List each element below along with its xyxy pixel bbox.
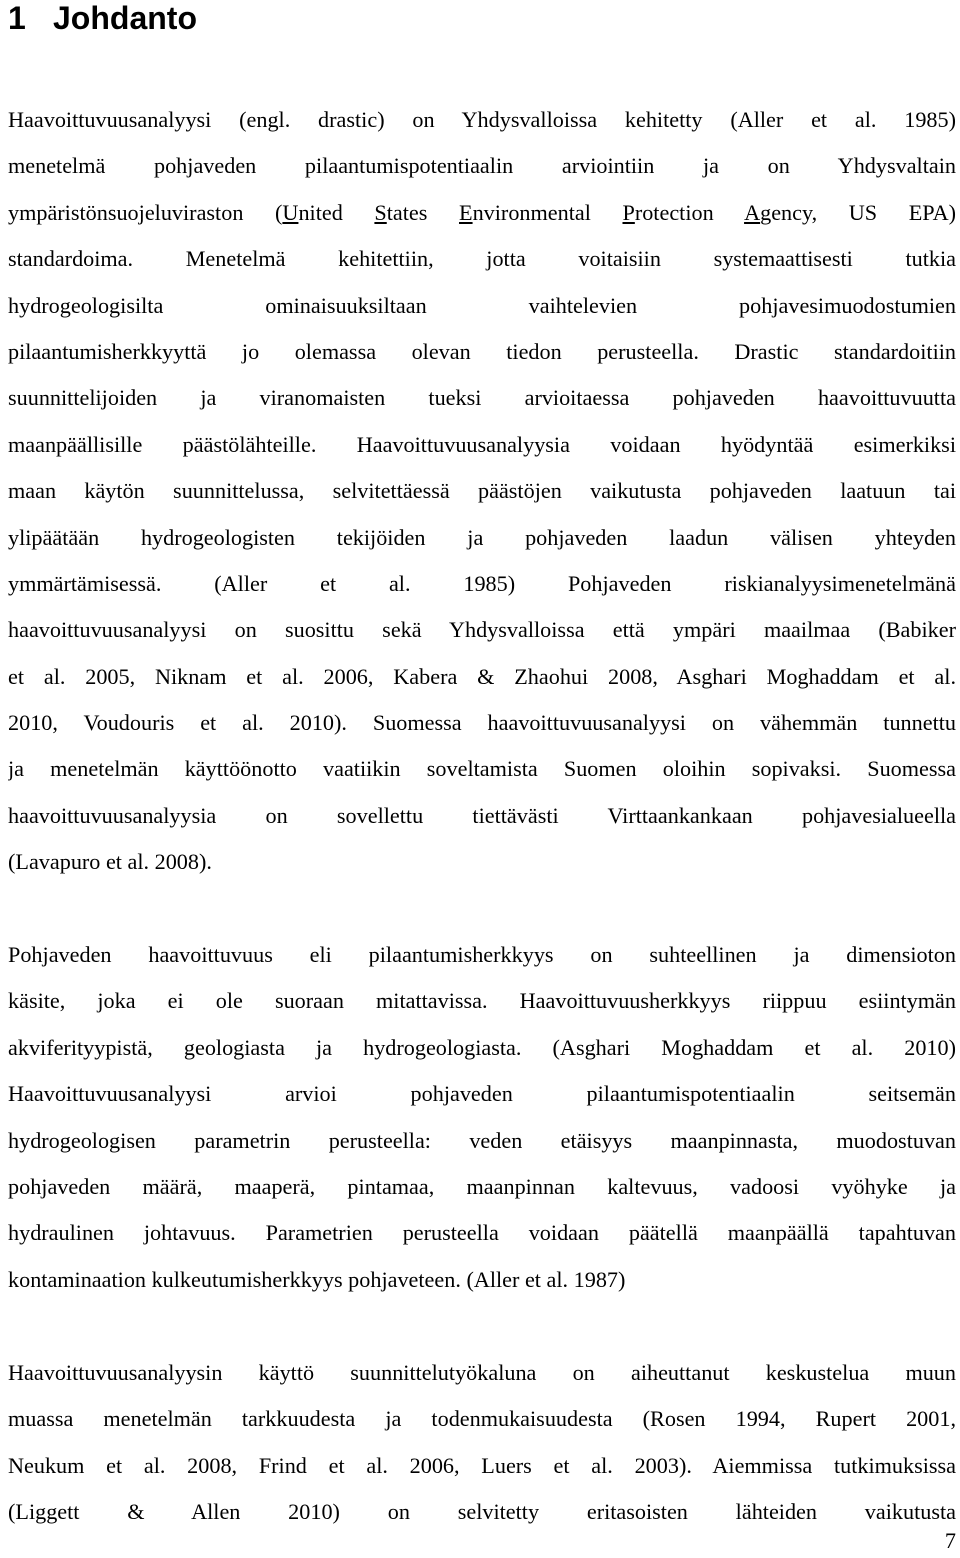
text-line: (Lavapuro et al. 2008).: [8, 849, 212, 875]
paragraph-vulnerability: [8, 932, 956, 1303]
text-line: Neukum et al. 2008, Frind et al. 2006, Luers et al. 2003). Aiemmissa tutkimuksissa: [8, 1452, 956, 1478]
text-line: hydraulinen johtavuus. Parametrien perusteella voidaan päätellä maanpäällä tapahtuvan: [8, 1220, 956, 1246]
text-line: käsite, joka ei ole suoraan mitattavissa. Haavoittuvuusherkkyys riippuu esiintymän: [8, 988, 956, 1014]
text-line: Haavoittuvuusanalyysin käyttö suunnittelutyökaluna on aiheuttanut keskustelua muun: [8, 1360, 956, 1385]
text-line: kontaminaation kulkeutumisherkkyys pohjaveteen. (Aller et al. 1987): [8, 1266, 626, 1292]
underlined-letter: S: [374, 199, 387, 225]
text-line: hydrogeologisilta ominaisuuksiltaan vaihtelevien pohjavesimuodostumien: [8, 292, 956, 318]
text-span: rotection: [634, 199, 745, 225]
text-span: tates: [386, 199, 460, 225]
paragraph-discussion: [8, 1350, 956, 1536]
text-line: haavoittuvuusanalyysi on suosittu sekä Yhdysvalloissa että ympäri maailmaa (Babiker: [8, 617, 956, 643]
text-line: standardoima. Menetelmä kehitettiin, jotta voitaisiin systemaattisesti tutkia: [8, 246, 956, 272]
section-heading: [8, 0, 197, 36]
underlined-letter: U: [282, 199, 299, 225]
underlined-letter: A: [744, 199, 761, 225]
text-line: pilaantumisherkkyyttä jo olemassa olevan tiedon perusteella. Drastic standardoitiin: [8, 338, 956, 364]
text-line: maan käytön suunnittelussa, selvitettäessä päästöjen vaikutusta pohjaveden laatuun tai: [8, 478, 956, 504]
section-number: 1: [8, 0, 26, 36]
text-line: menetelmä pohjaveden pilaantumispotentiaalin arviointiin ja on Yhdysvaltain: [8, 153, 956, 179]
text-line: haavoittuvuusanalyysia on sovellettu tiettävästi Virttaankankaan pohjavesialueella: [8, 802, 956, 828]
text-line: ylipäätään hydrogeologisten tekijöiden ja pohjaveden laadun välisen yhteyden: [8, 524, 956, 550]
text-line: et al. 2005, Niknam et al. 2006, Kabera & Zhaohui 2008, Asghari Moghaddam et al.: [8, 663, 956, 689]
underlined-letter: P: [622, 199, 635, 225]
text-line: ymmärtämisessä. (Aller et al. 1985) Pohjaveden riskianalyysimenetelmänä: [8, 570, 956, 596]
text-line: suunnittelijoiden ja viranomaisten tueksi arvioitaessa pohjaveden haavoittuvuutta: [8, 385, 956, 411]
text-line: 2010, Voudouris et al. 2010). Suomessa haavoittuvuusanalyysi on vähemmän tunnettu: [8, 710, 956, 736]
text-line: Pohjaveden haavoittuvuus eli pilaantumisherkkyys on suhteellinen ja dimensioton: [8, 942, 956, 967]
text-line: Haavoittuvuusanalyysi arvioi pohjaveden pilaantumispotentiaalin seitsemän: [8, 1081, 956, 1107]
underlined-letter: E: [459, 199, 473, 225]
text-line: maanpäällisille päästölähteille. Haavoittuvuusanalyysia voidaan hyödyntää esimerkiksi: [8, 431, 956, 457]
text-line: (Liggett & Allen 2010) on selvitetty eritasoisten lähteiden vaikutusta: [8, 1499, 956, 1525]
section-title: Johdanto: [53, 0, 197, 36]
text-line-acronym: [8, 190, 956, 236]
text-span: ympäristönsuojeluviraston (: [8, 199, 283, 225]
text-span: nited: [298, 199, 375, 225]
text-line: akviferityypistä, geologiasta ja hydrogeologiasta. (Asghari Moghaddam et al. 2010): [8, 1034, 956, 1060]
text-line: hydrogeologisen parametrin perusteella: veden etäisyys maanpinnasta, muodostuvan: [8, 1127, 956, 1153]
text-span: gency, US EPA): [760, 199, 956, 225]
text-line: ja menetelmän käyttöönotto vaatiikin soveltamista Suomen oloihin sopivaksi. Suomessa: [8, 756, 956, 782]
text-line: muassa menetelmän tarkkuudesta ja todenmukaisuudesta (Rosen 1994, Rupert 2001,: [8, 1406, 956, 1432]
text-line: pohjaveden määrä, maaperä, pintamaa, maanpinnan kaltevuus, vadoosi vyöhyke ja: [8, 1173, 956, 1199]
page-number: 7: [944, 1528, 956, 1553]
text-line: Haavoittuvuusanalyysi (engl. drastic) on Yhdysvalloissa kehitetty (Aller et al. 1985): [8, 107, 956, 132]
text-span: nvironmental: [472, 199, 623, 225]
paragraph-introduction: [8, 97, 956, 886]
